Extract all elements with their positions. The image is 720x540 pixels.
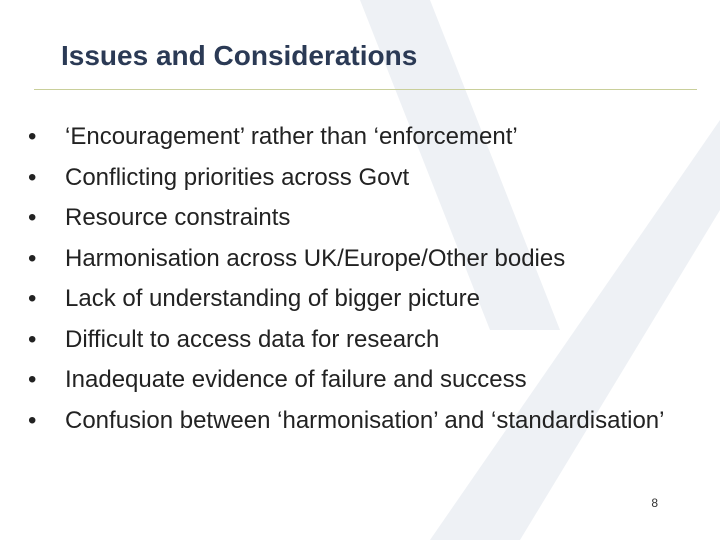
bullet-icon: • (28, 366, 37, 393)
list-item-text: Resource constraints (65, 204, 291, 231)
list-item (28, 365, 688, 395)
list-item (28, 325, 688, 355)
page-title: Issues and Considerations (61, 40, 418, 71)
list-item-text: Inadequate evidence of failure and success (65, 366, 527, 393)
list-item (28, 122, 688, 152)
list-item (28, 244, 688, 274)
list-item (28, 406, 688, 436)
list-item (28, 163, 688, 193)
bullet-list (28, 122, 688, 436)
list-item-text: Lack of understanding of bigger picture (65, 285, 480, 312)
list-item-text: Difficult to access data for research (65, 325, 440, 353)
list-item (28, 203, 688, 233)
bullet-icon: • (28, 244, 37, 272)
list-item-text: Confusion between ‘harmonisation’ and ‘standardisation’ (65, 406, 665, 434)
list-item-text: Conflicting priorities across Govt (65, 163, 410, 191)
bullet-icon: • (28, 325, 37, 353)
bullet-icon: • (28, 285, 37, 312)
title-divider (34, 89, 697, 90)
list-item-text: ‘Encouragement’ rather than ‘enforcement’ (65, 123, 518, 150)
bullet-icon: • (28, 406, 37, 434)
page-number: 8 (651, 496, 658, 510)
list-item (28, 284, 688, 314)
bullet-icon: • (28, 204, 37, 231)
bullet-icon: • (28, 163, 37, 191)
bullet-icon: • (28, 123, 37, 150)
list-item-text: Harmonisation across UK/Europe/Other bodies (65, 244, 566, 272)
